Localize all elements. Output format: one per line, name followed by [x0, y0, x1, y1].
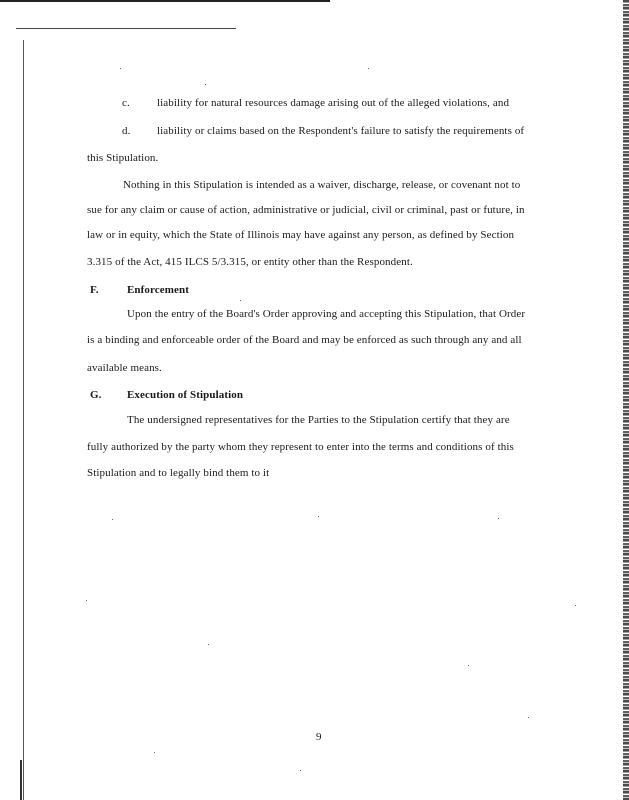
scan-speck	[154, 752, 155, 753]
paragraph-line: available means.	[87, 362, 162, 374]
scan-speck	[468, 665, 469, 666]
paragraph-line: sue for any claim or cause of action, administrative or judicial, civil or criminal, past or future, in	[87, 204, 525, 216]
item-d-letter: d.	[122, 125, 131, 137]
paragraph-line: Stipulation and to legally bind them to it	[87, 467, 270, 479]
scan-speck	[112, 519, 113, 520]
paragraph-line: fully authorized by the party whom they represent to enter into the terms and conditions of this	[87, 441, 514, 453]
scan-speck	[120, 68, 121, 69]
scan-speck	[86, 600, 87, 601]
paragraph-line: The undersigned representatives for the Parties to the Stipulation certify that they are	[127, 414, 510, 426]
paragraph-line: Nothing in this Stipulation is intended as a waiver, discharge, release, or covenant not to	[123, 179, 521, 191]
scan-speck	[498, 518, 499, 519]
item-d-text-line2: this Stipulation.	[87, 152, 159, 164]
paragraph-line: 3.315 of the Act, 415 ILCS 5/3.315, or entity other than the Respondent.	[87, 256, 413, 268]
scan-corner-rule	[16, 28, 236, 29]
scan-speck	[528, 717, 529, 718]
section-f-letter: F.	[90, 284, 99, 296]
scan-speck	[205, 84, 206, 85]
item-c-letter: c.	[122, 97, 130, 109]
scan-speck	[208, 644, 209, 645]
item-d-text-line1: liability or claims based on the Respondent's failure to satisfy the requirements of	[157, 125, 525, 137]
paragraph-line: Upon the entry of the Board's Order approving and accepting this Stipulation, that Order	[127, 308, 526, 320]
page-number: 9	[316, 731, 322, 743]
item-c-text: liability for natural resources damage arising out of the alleged violations, and	[157, 97, 510, 109]
section-f-title: Enforcement	[127, 284, 189, 296]
paragraph-line: is a binding and enforceable order of the Board and may be enforced as such through any and all	[87, 334, 522, 346]
section-g-letter: G.	[90, 389, 102, 401]
paragraph-line: law or in equity, which the State of Illinois may have against any person, as defined by Section	[87, 229, 515, 241]
scan-speck	[240, 300, 241, 301]
section-g-title: Execution of Stipulation	[127, 389, 244, 401]
scan-top-rule	[0, 0, 330, 2]
scan-left-edge-mark	[20, 760, 22, 800]
scan-speck	[318, 516, 319, 517]
scan-speck	[368, 68, 369, 69]
scan-speck	[575, 605, 576, 606]
scan-speck	[300, 770, 301, 771]
scan-left-edge	[23, 40, 24, 800]
scan-right-edge	[623, 0, 629, 800]
